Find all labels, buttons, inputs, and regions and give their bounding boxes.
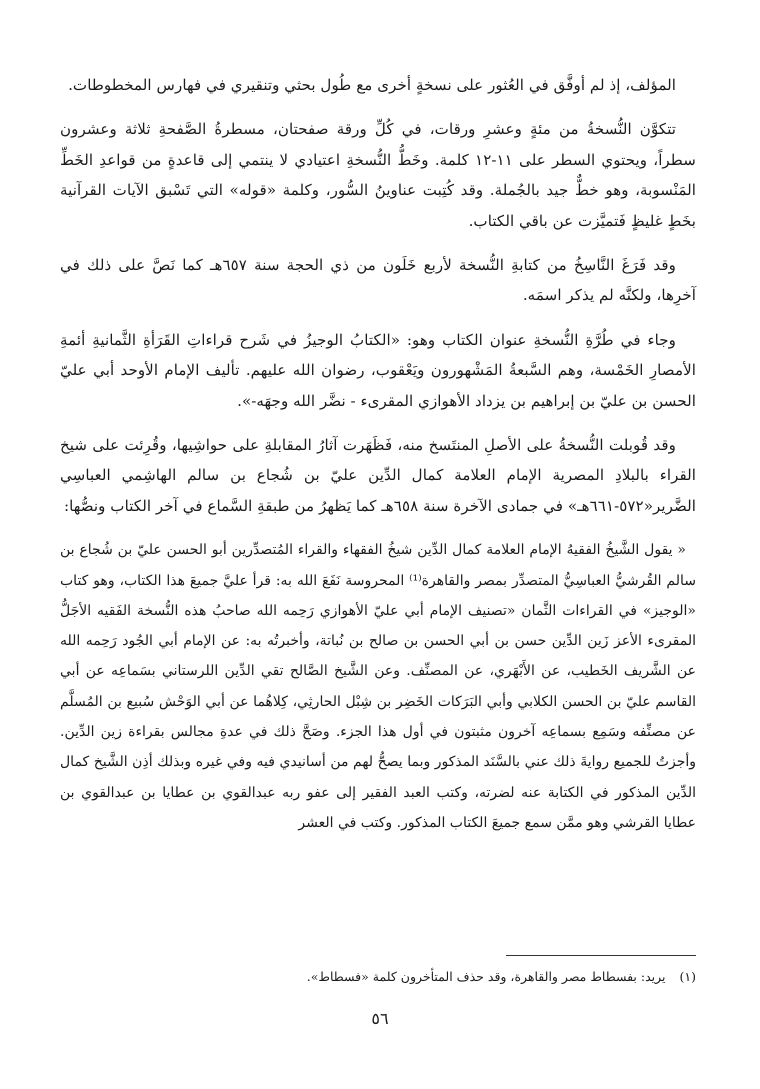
paragraph-title-page: وجاء في طُرَّةِ النُّسخةِ عنوان الكتاب وهو: «الكتابُ الوجيزُ في شَرح قراءاتِ القَرَأةِ الثَّمانيةِ أئمةِ الأمصارِ الخَمْسة، وهم السَّبعةُ المَشْهورون ويَعْقوب، رضوان الله عليهم. تأليف الإمام الأوحد أبي عليّ الحسن بن عليّ بن إبراهيم بن يزداد الأهوازي المقرىء - نضَّر الله وجهَه-».	[60, 330, 696, 410]
page-number: ٥٦	[371, 1009, 389, 1028]
paragraph-manuscript-search: المؤلف، إذ لم أوفَّق في العُثور على نسخةٍ أخرى مع طُول بحثي وتنقيري في فهارس المخطوطات.	[68, 76, 676, 94]
footnote	[96, 966, 696, 988]
footnote-divider	[506, 955, 696, 956]
footnote-text: يريد: بفسطاط مصر والقاهرة، وقد حذف المتأخرون كلمة «فسطاط».	[306, 969, 666, 984]
paragraph-manuscript-description: تتكوَّن النُّسخةُ من مئةٍ وعشرِ ورقات، في كُلِّ ورقة صفحتان، مسطرةُ الصَّفحةِ ثلاثة وعشرون سطراً، ويحتوي السطر على ١١-١٢ كلمة. وخَطُّ النُّسخةِ اعتيادي لا ينتمي إلى قاعدةٍ من قواعدِ الخَطِّ المَنْسوبة، وهو خطٌّ جيد بالجُملة. وقد كُتِبت عناوينُ السُّور، وكلمة «قوله» التي تَسْبق الآيات القرآنية بخَطٍ غليظٍ فَتميَّزت عن باقي الكتاب.	[60, 120, 696, 230]
paragraph-copyist-date: وقد فَرَغَ النَّاسِخُ من كتابةِ النُّسخة لأربع خَلَون من ذي الحجة سنة ٦٥٧هـ كما نَصَّ على ذلك في آخرِها، ولكنَّه لم يذكر اسمَه.	[60, 256, 696, 305]
footnote-marker: (١)	[679, 969, 696, 984]
paragraph-collation: وقد قُوبلت النُّسخةُ على الأصلِ المنتَسخ منه، فَظَهَرت آثارُ المقابلةِ على حواشِيها، وقُرِئت على شيخ القراء بالبلادِ المصرية الإمام العلامة كمال الدِّين عليّ بن شُجاع بن سالم الهاشِمي العباسِي الضَّرير«٥٧٢-٦٦١هـ» في جمادى الآخرة سنة ٦٥٨هـ كما يَظهرُ من طبقةِ السَّماع في آخر الكتاب ونصُّها:	[60, 436, 696, 515]
audition-certificate-quote: « يقول الشَّيخُ الفقيهُ الإمام العلامة كمال الدِّين شيخُ الفقهاء والقراء المُتصدِّرين أبو الحسن عليّ بن شُجاع بن سالم القُرشيُّ العباسِيُّ المتصدِّر بمصر والقاهرة⁽¹⁾ المحروسة نَفَعَ الله به: قرأ عليَّ جميعَ هذا الكتاب، وهو كتاب «الوجيز» في القراءات الثَّمان «تصنيف الإمام أبي عليّ الأهوازي رَحِمه الله صاحبُ هذه النُّسخة الفَقيه الأجَلُّ المقرىء الأعز زَين الدِّين حسن بن أبي الحسن بن صالح بن نُباتة، وأخبرتُه به: عن الإمام أبي الجُود رَحِمه الله عن الشَّريف الخَطيب، عن الأَبْهَري، عن المصنِّف. وعن الشَّيخ الصَّالح تقي الدِّين اللرستاني بسَماعِه عن أبي القاسم عليّ بن الحسن الكلابي وأبي البَرَكات الخَضِر بن شِبْل الحارثِي، كِلاهُما عن أبي الوَحْش سُبيع بن المُسلَّم عن مصنِّفه وسَمِع بسماعِه آخرون مثبتون في أول هذا الجزء. وصَحَّ ذلك في عدةِ مجالس بقراءة زين الدِّين. وأجزتُ للجميع روايةَ ذلك عني بالسَّنَد المذكور وبما يصحُّ لهم من أسانيدي فيه وفي غيره وبذلك أذِن الشَّيخ كمال الدِّين المذكور في الكتابة عنه لضرته، وكتب العبد الفقير إلى عفو ربه عبدالقوي بن عطايا بن عبدالقوي بن عطايا القرشي وهو ممَّن سمع جميعَ الكتاب المذكور. وكتب في العشر	[60, 542, 696, 831]
page-body	[60, 70, 696, 838]
